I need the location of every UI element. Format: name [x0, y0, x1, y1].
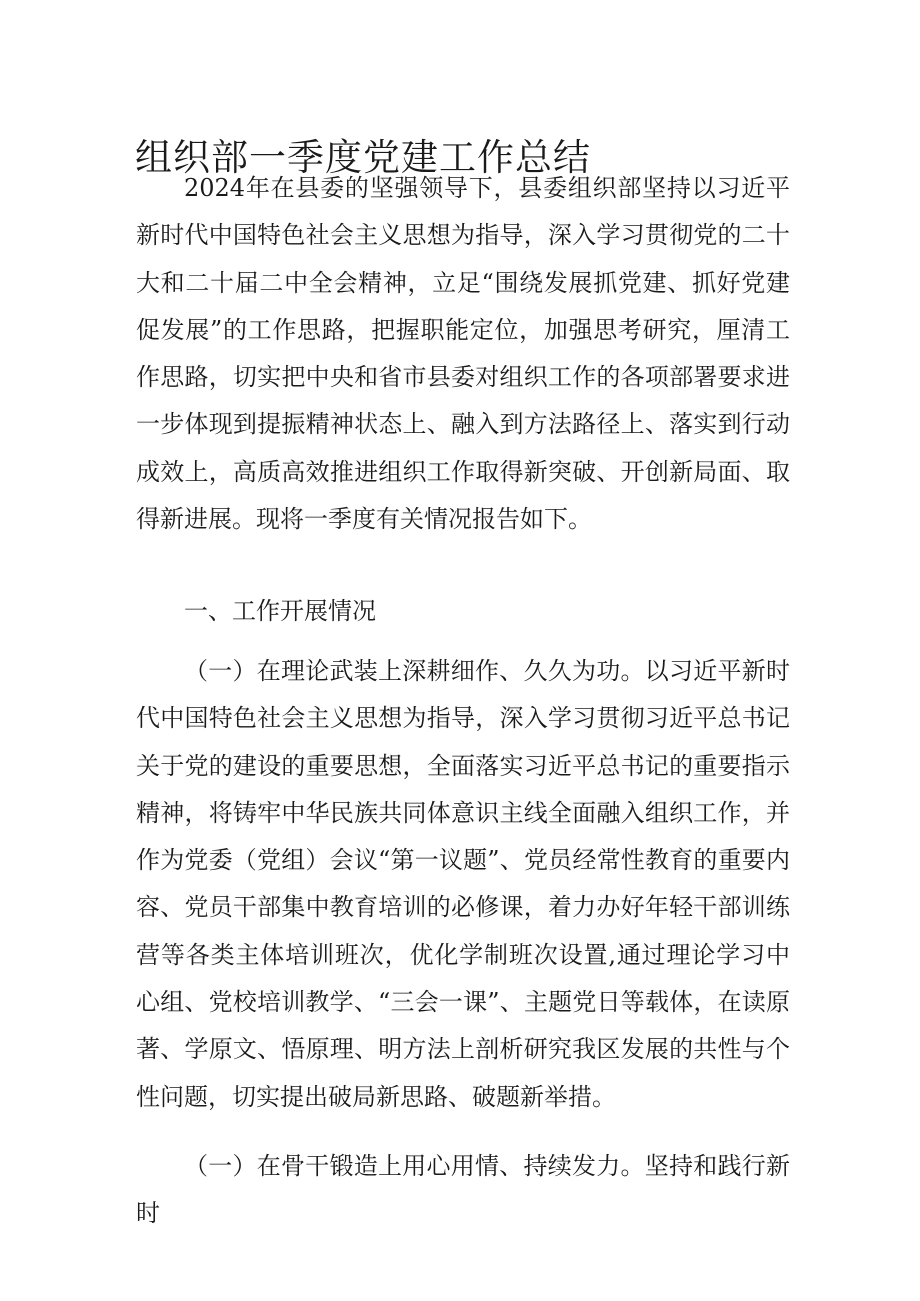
section-2-paragraph: （一）在骨干锻造上用心用情、持续发力。坚持和践行新时	[136, 1152, 790, 1228]
intro-paragraph: 2024年在县委的坚强领导下，县委组织部坚持以习近平新时代中国特色社会主义思想为指导，深入学习贯彻党的二十大和二十届二中全会精神，立足“围绕发展抓党建、抓好党建促发展”的工作思路，把握职能定位，加强思考研究，厘清工作思路，切实把中央和省市县委对组织工作的各项部署要求进一步体现到提振精神状态上、融入到方法路径上、落实到行动成效上，高质高效推进组织工作取得新突破、开创新局面、取得新进展。现将一季度有关情况报告如下。	[136, 174, 790, 534]
document-title: 组织部一季度党建工作总结	[135, 136, 591, 179]
section-1-paragraph: （一）在理论武装上深耕细作、久久为功。以习近平新时代中国特色社会主义思想为指导，深入学习贯彻习近平总书记关于党的建设的重要思想，全面落实习近平总书记的重要指示精神，将铸牢中华民族共同体意识主线全面融入组织工作，并作为党委（党组）会议“第一议题”、党员经常性教育的重要内容、党员干部集中教育培训的必修课，着力办好年轻干部训练营等各类主体培训班次，优化学制班次设置,通过理论学习中心组、党校培训教学、“三会一课”、主题党日等载体，在读原著、学原文、悟原理、明方法上剖析研究我区发展的共性与个性问题，切实提出破局新思路、破题新举措。	[136, 657, 790, 1111]
section-heading: 一、工作开展情况	[184, 597, 376, 625]
